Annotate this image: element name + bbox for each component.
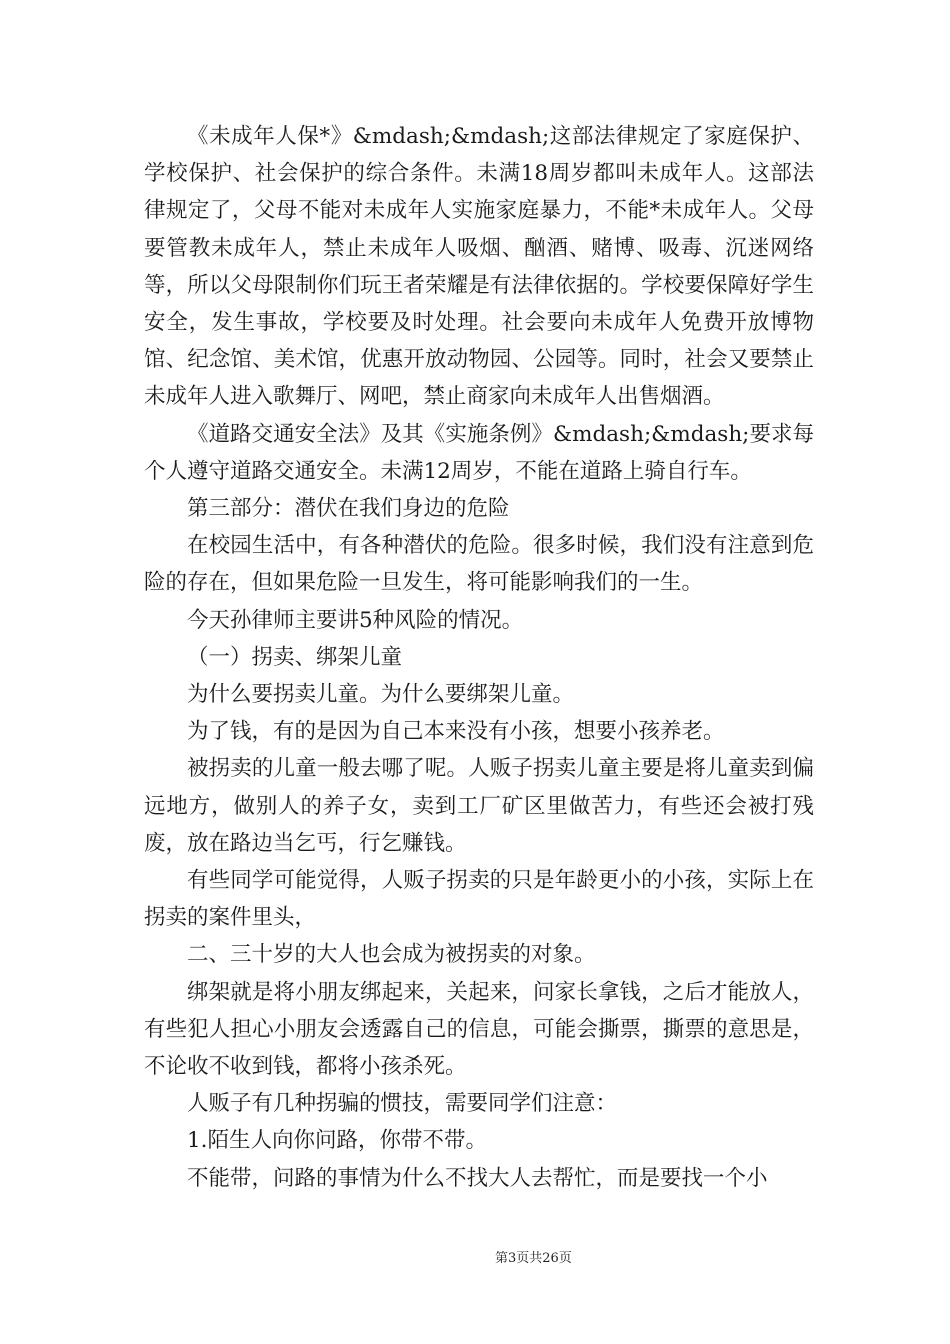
document-body	[144, 118, 814, 1197]
paragraph-for-money: 为了钱，有的是因为自己本来没有小孩，想要小孩养老。	[187, 719, 725, 745]
paragraph-where-children-go: 被拐卖的儿童一般去哪了呢。人贩子拐卖儿童主要是将儿童卖到偏远地方，做别人的养子女，卖到工厂矿区里做苦力，有些还会被打残废，放在路边当乞丐，行乞赚钱。	[144, 756, 814, 856]
paragraph-age-misconception: 有些同学可能觉得，人贩子拐卖的只是年龄更小的小孩，实际上在拐卖的案件里头，	[144, 868, 814, 931]
page-number-footer: 第3页共26页	[495, 1251, 572, 1266]
subheading-abduction: （一）拐卖、绑架儿童	[187, 644, 403, 670]
section-heading-part-three: 第三部分：潜伏在我们身边的危险	[187, 496, 510, 522]
list-item-asking-directions: 1.陌生人向你问路，你带不带。	[187, 1128, 488, 1154]
paragraph-road-traffic-law: 《道路交通安全法》及其《实施条例》&mdash;&mdash;要求每个人遵守道路交通安全。未满12周岁，不能在道路上骑自行车。	[144, 421, 814, 484]
paragraph-adults-trafficked: 二、三十岁的大人也会成为被拐卖的对象。	[187, 942, 596, 968]
paragraph-tricks-intro: 人贩子有几种拐骗的惯技，需要同学们注意：	[187, 1091, 618, 1117]
paragraph-kidnapping: 绑架就是将小朋友绑起来，关起来，问家长拿钱，之后才能放人，有些犯人担心小朋友会透露自己的信息，可能会撕票，撕票的意思是，不论收不收到钱，都将小孩杀死。	[144, 979, 814, 1080]
paragraph-campus-dangers: 在校园生活中，有各种潜伏的危险。很多时候，我们没有注意到危险的存在，但如果危险一旦发生，将可能影响我们的一生。	[144, 533, 814, 596]
paragraph-why-abduct: 为什么要拐卖儿童。为什么要绑架儿童。	[187, 682, 575, 708]
paragraph-do-not-lead: 不能带，问路的事情为什么不找大人去帮忙，而是要找一个小	[187, 1165, 768, 1191]
paragraph-minor-protection-law: 《未成年人保*》&mdash;&mdash;这部法律规定了家庭保护、学校保护、社会保护的综合条件。未满18周岁都叫未成年人。这部法律规定了，父母不能对未成年人实施家庭暴力，不能*未成年人。父母要管教未成年人，禁止未成年人吸烟、酗酒、赌博、吸毒、沉迷网络等，所以父母限制你们玩王者荣耀是有法律依据的。学校要保障好学生安全，发生事故，学校要及时处理。社会要向未成年人免费开放博物馆、纪念馆、美术馆，优惠开放动物园、公园等。同时，社会又要禁止未成年人进入歌舞厅、网吧，禁止商家向未成年人出售烟酒。	[144, 124, 814, 410]
paragraph-five-risks: 今天孙律师主要讲5种风险的情况。	[187, 607, 524, 633]
